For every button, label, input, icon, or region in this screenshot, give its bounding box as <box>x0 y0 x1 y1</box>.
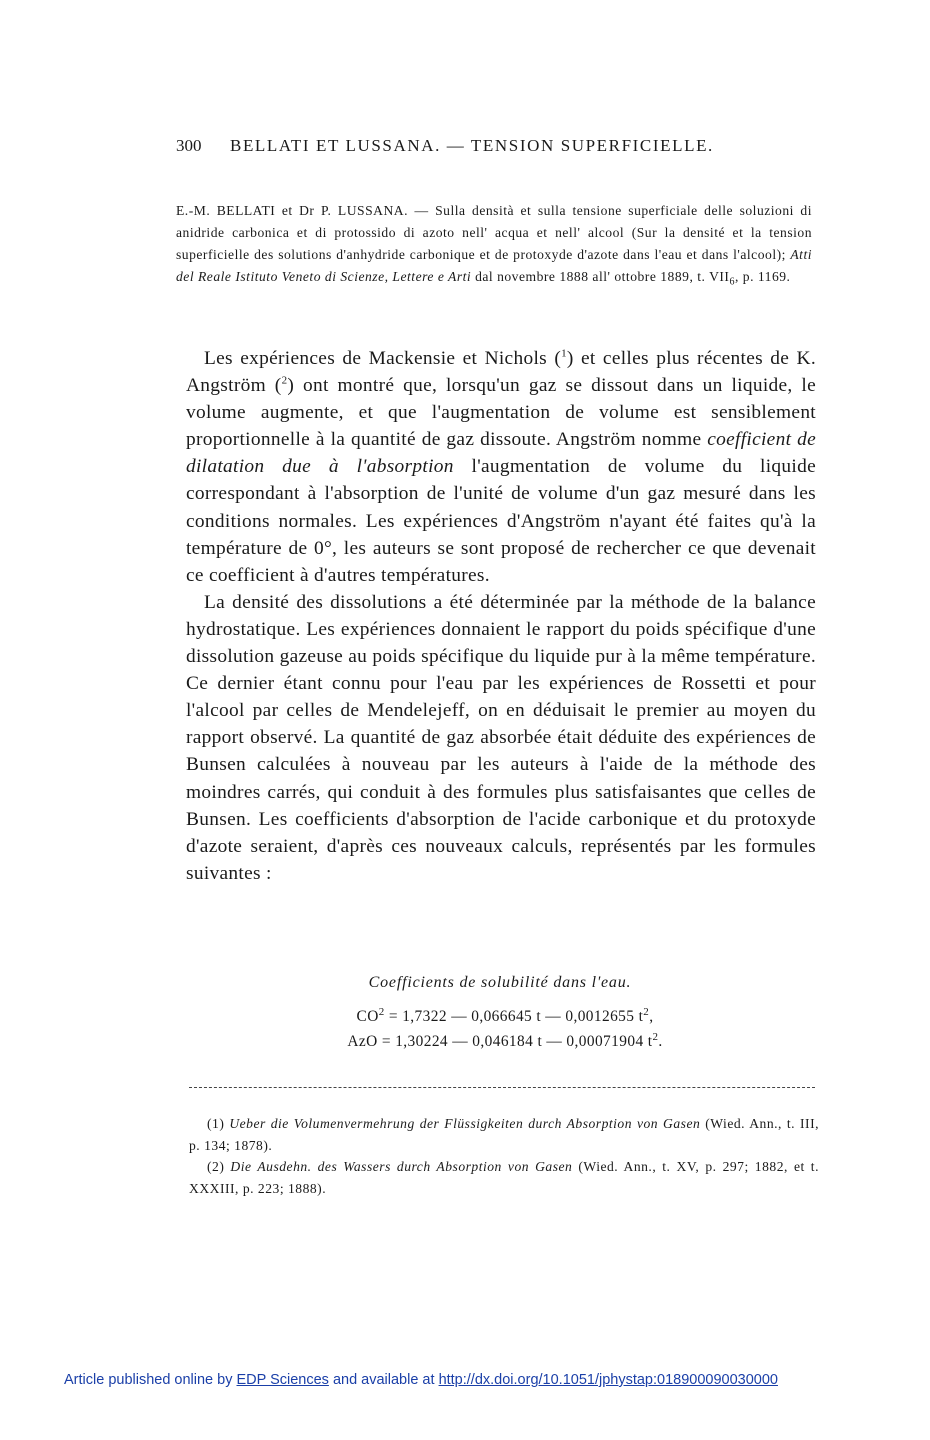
formula-co2-sup: 2 <box>378 1005 385 1018</box>
formula-co2-end: , <box>649 1008 654 1025</box>
footer-prefix: Article published online by <box>64 1372 237 1388</box>
footer-middle: and available at <box>328 1372 439 1388</box>
reference-title-french: (Sur la densité et la tension superficielle des solutions d'anhydride carbonique et de protoxyde d'azote dans l'eau et dans l'alcool); <box>176 225 813 262</box>
formula-co2-rhs: = 1,7322 — 0,066645 t — 0,0012655 t <box>384 1008 644 1025</box>
reference-page: , p. 1169. <box>734 269 791 284</box>
publication-footer <box>64 1372 864 1388</box>
reference-volume-sub: 6 <box>729 276 735 288</box>
footnote-2 <box>189 1156 819 1199</box>
footnote-1-title: Ueber die Volumenvermehrung der Flüssigkeiten durch Absorption von Gasen <box>229 1116 701 1131</box>
formula-co2-lhs: CO <box>356 1008 379 1025</box>
doi-link[interactable]: http://dx.doi.org/10.1051/jphystap:018900090030000 <box>438 1372 778 1388</box>
footnote-2-source: (Wied. Ann., t. XV, p. 297; 1882, et t. XXXIII, p. 223; 1888). <box>189 1159 819 1196</box>
formula-co2 <box>0 1005 930 1026</box>
formula-title: Coefficients de solubilité dans l'eau. <box>368 974 632 991</box>
footnote-2-title: Die Ausdehn. des Wassers durch Absorption von Gasen <box>230 1159 573 1174</box>
formula-azo-rhs: = 1,30224 — 0,046184 t — 0,00071904 t <box>377 1033 653 1050</box>
paragraph-1-emphasis: coefficient de dilatation due à l'absorption <box>186 429 816 478</box>
reference-dates: dal novembre 1888 all' ottobre 1889, <box>475 269 694 284</box>
paragraph-2: La densité des dissolutions a été déterminée par la méthode de la balance hydrostatique. Les expériences donnaient le rapport du poids spécifique d'une dissolution gazeuse au poids spécifique du liquide pur à la même température. Ce dernier étant connu pour l'eau par les expériences de Rossetti et pour l'alcool par celles de Mendelejeff, on en déduisait le premier au moyen du rapport observé. La quantité de gaz absorbée était déduite des expériences de Bunsen calculées à nouveau par les auteurs à l'aide de la méthode des moindres carrés, qui conduit à des formules plus satisfaisantes que celles de Bunsen. Les coefficients d'absorption de l'acide carbonique et du protoxyde d'azote seraient, d'après ces nouveaux calculs, représentés par les formules suivantes : <box>186 591 816 884</box>
paragraph-1-text-c: ) ont montré que, lorsqu'un gaz se dissout dans un liquide, le volume augmente, et que l'augmentation de volume est sensiblement proportionnelle à la quantité de gaz dissoute. Angström nomme <box>186 375 816 451</box>
paragraph-1-text-b: ) et celles plus récentes de K. Angström ( <box>186 348 816 397</box>
formula-co2-sup2: 2 <box>643 1005 650 1018</box>
footnote-1-mark: (1) <box>207 1116 225 1131</box>
formula-azo-sup2: 2 <box>652 1030 659 1043</box>
footnote-ref-1: 1 <box>561 347 567 360</box>
article-body <box>186 345 816 887</box>
bibliographic-reference <box>176 200 812 288</box>
footnote-divider <box>189 1087 815 1088</box>
footnote-1 <box>189 1113 819 1156</box>
reference-authors: E.-M. BELLATI et Dr P. LUSSANA. <box>176 203 408 218</box>
formula-azo <box>0 1030 930 1051</box>
footnote-ref-2: 2 <box>281 374 288 387</box>
page-number: 300 <box>176 136 202 155</box>
publisher-link[interactable]: EDP Sciences <box>236 1372 329 1388</box>
running-header <box>176 136 776 156</box>
paragraph-1-text-d: l'augmentation de volume du liquide correspondant à l'absorption de l'unité de volume d'un gaz mesuré dans les conditions normales. Les expériences d'Angström n'ayant été faites qu'à la température de 0°, les auteurs se sont proposé de rechercher ce que devenait ce coefficient à d'autres températures. <box>186 456 817 586</box>
formula-azo-lhs: AzO <box>347 1033 378 1050</box>
footnote-1-source: (Wied. Ann., t. III, p. 134; 1878). <box>189 1116 819 1153</box>
formula-azo-end: . <box>658 1033 663 1050</box>
reference-journal: Atti del Reale Istituto Veneto di Scienze, Lettere e Arti <box>176 247 812 284</box>
reference-title-italian: — Sulla densità et sulla tensione superficiale delle soluzioni di anidride carbonica et di protossido di azoto nell' acqua et nell' alcool <box>176 203 812 240</box>
reference-volume: t. VII <box>697 269 730 284</box>
paragraph-1-text-a: Les expériences de Mackensie et Nichols ( <box>204 348 562 369</box>
footnote-2-mark: (2) <box>207 1159 225 1174</box>
paragraph-1 <box>186 345 816 589</box>
footnotes <box>189 1113 819 1199</box>
running-title: BELLATI ET LUSSANA. — TENSION SUPERFICIELLE. <box>230 136 714 155</box>
